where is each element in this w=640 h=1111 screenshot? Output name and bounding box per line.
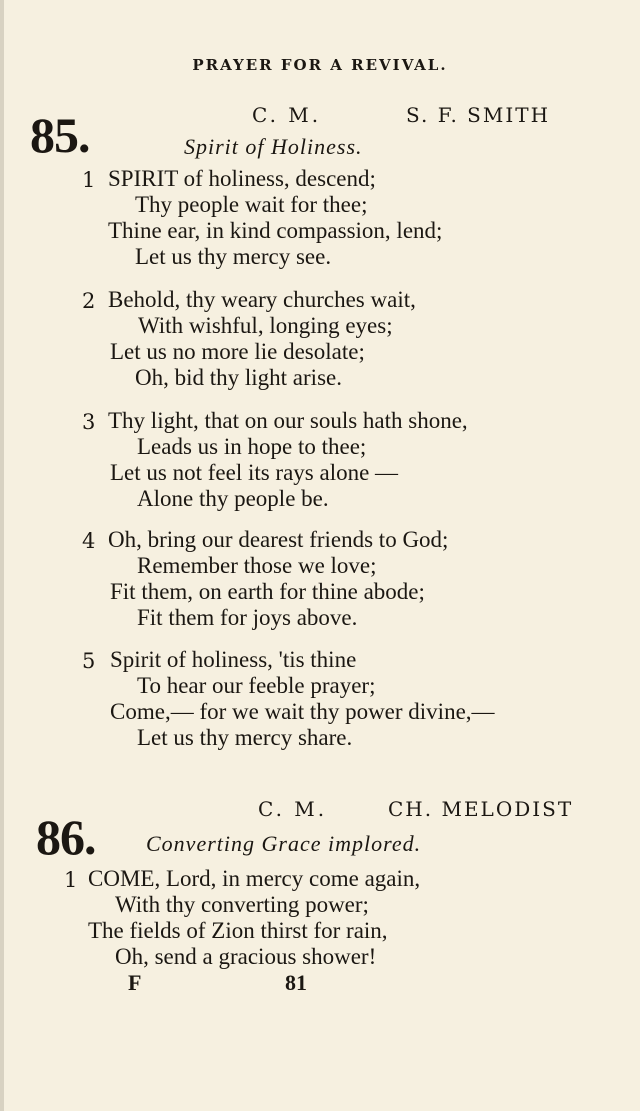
- hymn-meter: C. M.: [258, 797, 328, 821]
- verse-line: Oh, send a gracious shower!: [115, 944, 377, 969]
- hymn-author: CH. MELODIST: [388, 797, 574, 821]
- verse-line: Fit them for joys above.: [137, 605, 358, 630]
- verse-line: Thy people wait for thee;: [135, 192, 368, 217]
- hymn-title: Spirit of Holiness.: [184, 134, 363, 159]
- verse-line: Thine ear, in kind compassion, lend;: [108, 218, 443, 243]
- verse-line: SPIRIT of holiness, descend;: [108, 166, 376, 191]
- verse-number: 1: [64, 868, 78, 892]
- verse-line: The fields of Zion thirst for rain,: [88, 918, 388, 943]
- verse-line: With wishful, longing eyes;: [138, 313, 393, 338]
- verse-line: Oh, bid thy light arise.: [135, 365, 342, 390]
- hymn-title: Converting Grace implored.: [146, 831, 422, 856]
- verse-number: 2: [82, 289, 96, 313]
- verse-line: Leads us in hope to thee;: [137, 434, 367, 459]
- gutter-shadow: [0, 0, 4, 1111]
- signature-mark: F: [128, 970, 142, 995]
- page-number: 81: [285, 970, 307, 995]
- hymn-number: 85.: [30, 107, 90, 163]
- hymn-meter: C. M.: [252, 103, 322, 127]
- hymn-author: S. F. SMITH: [406, 103, 551, 127]
- verse-line: Come,— for we wait thy power divine,—: [110, 699, 495, 724]
- verse-line: To hear our feeble prayer;: [137, 673, 376, 698]
- verse-line: Thy light, that on our souls hath shone,: [108, 408, 468, 433]
- verse-line: Let us no more lie desolate;: [110, 339, 365, 364]
- verse-line: Behold, thy weary churches wait,: [108, 287, 416, 312]
- verse-number: 4: [82, 529, 96, 553]
- verse-line: Fit them, on earth for thine abode;: [110, 579, 425, 604]
- verse-line: Let us not feel its rays alone —: [110, 460, 399, 485]
- verse-number: 1: [82, 168, 96, 192]
- verse-line: Remember those we love;: [137, 553, 377, 578]
- verse-line: Oh, bring our dearest friends to God;: [108, 527, 449, 552]
- verse-line: Let us thy mercy share.: [137, 725, 353, 750]
- verse-number: 5: [82, 649, 96, 673]
- hymn-number: 86.: [36, 809, 96, 865]
- running-head: PRAYER FOR A REVIVAL.: [192, 56, 448, 74]
- verse-line: COME, Lord, in mercy come again,: [88, 866, 421, 891]
- verse-line: Alone thy people be.: [137, 486, 329, 511]
- verse-number: 3: [82, 410, 96, 434]
- verse-line: With thy converting power;: [115, 892, 369, 917]
- verse-line: Let us thy mercy see.: [135, 244, 332, 269]
- verse-line: Spirit of holiness, 'tis thine: [110, 647, 357, 672]
